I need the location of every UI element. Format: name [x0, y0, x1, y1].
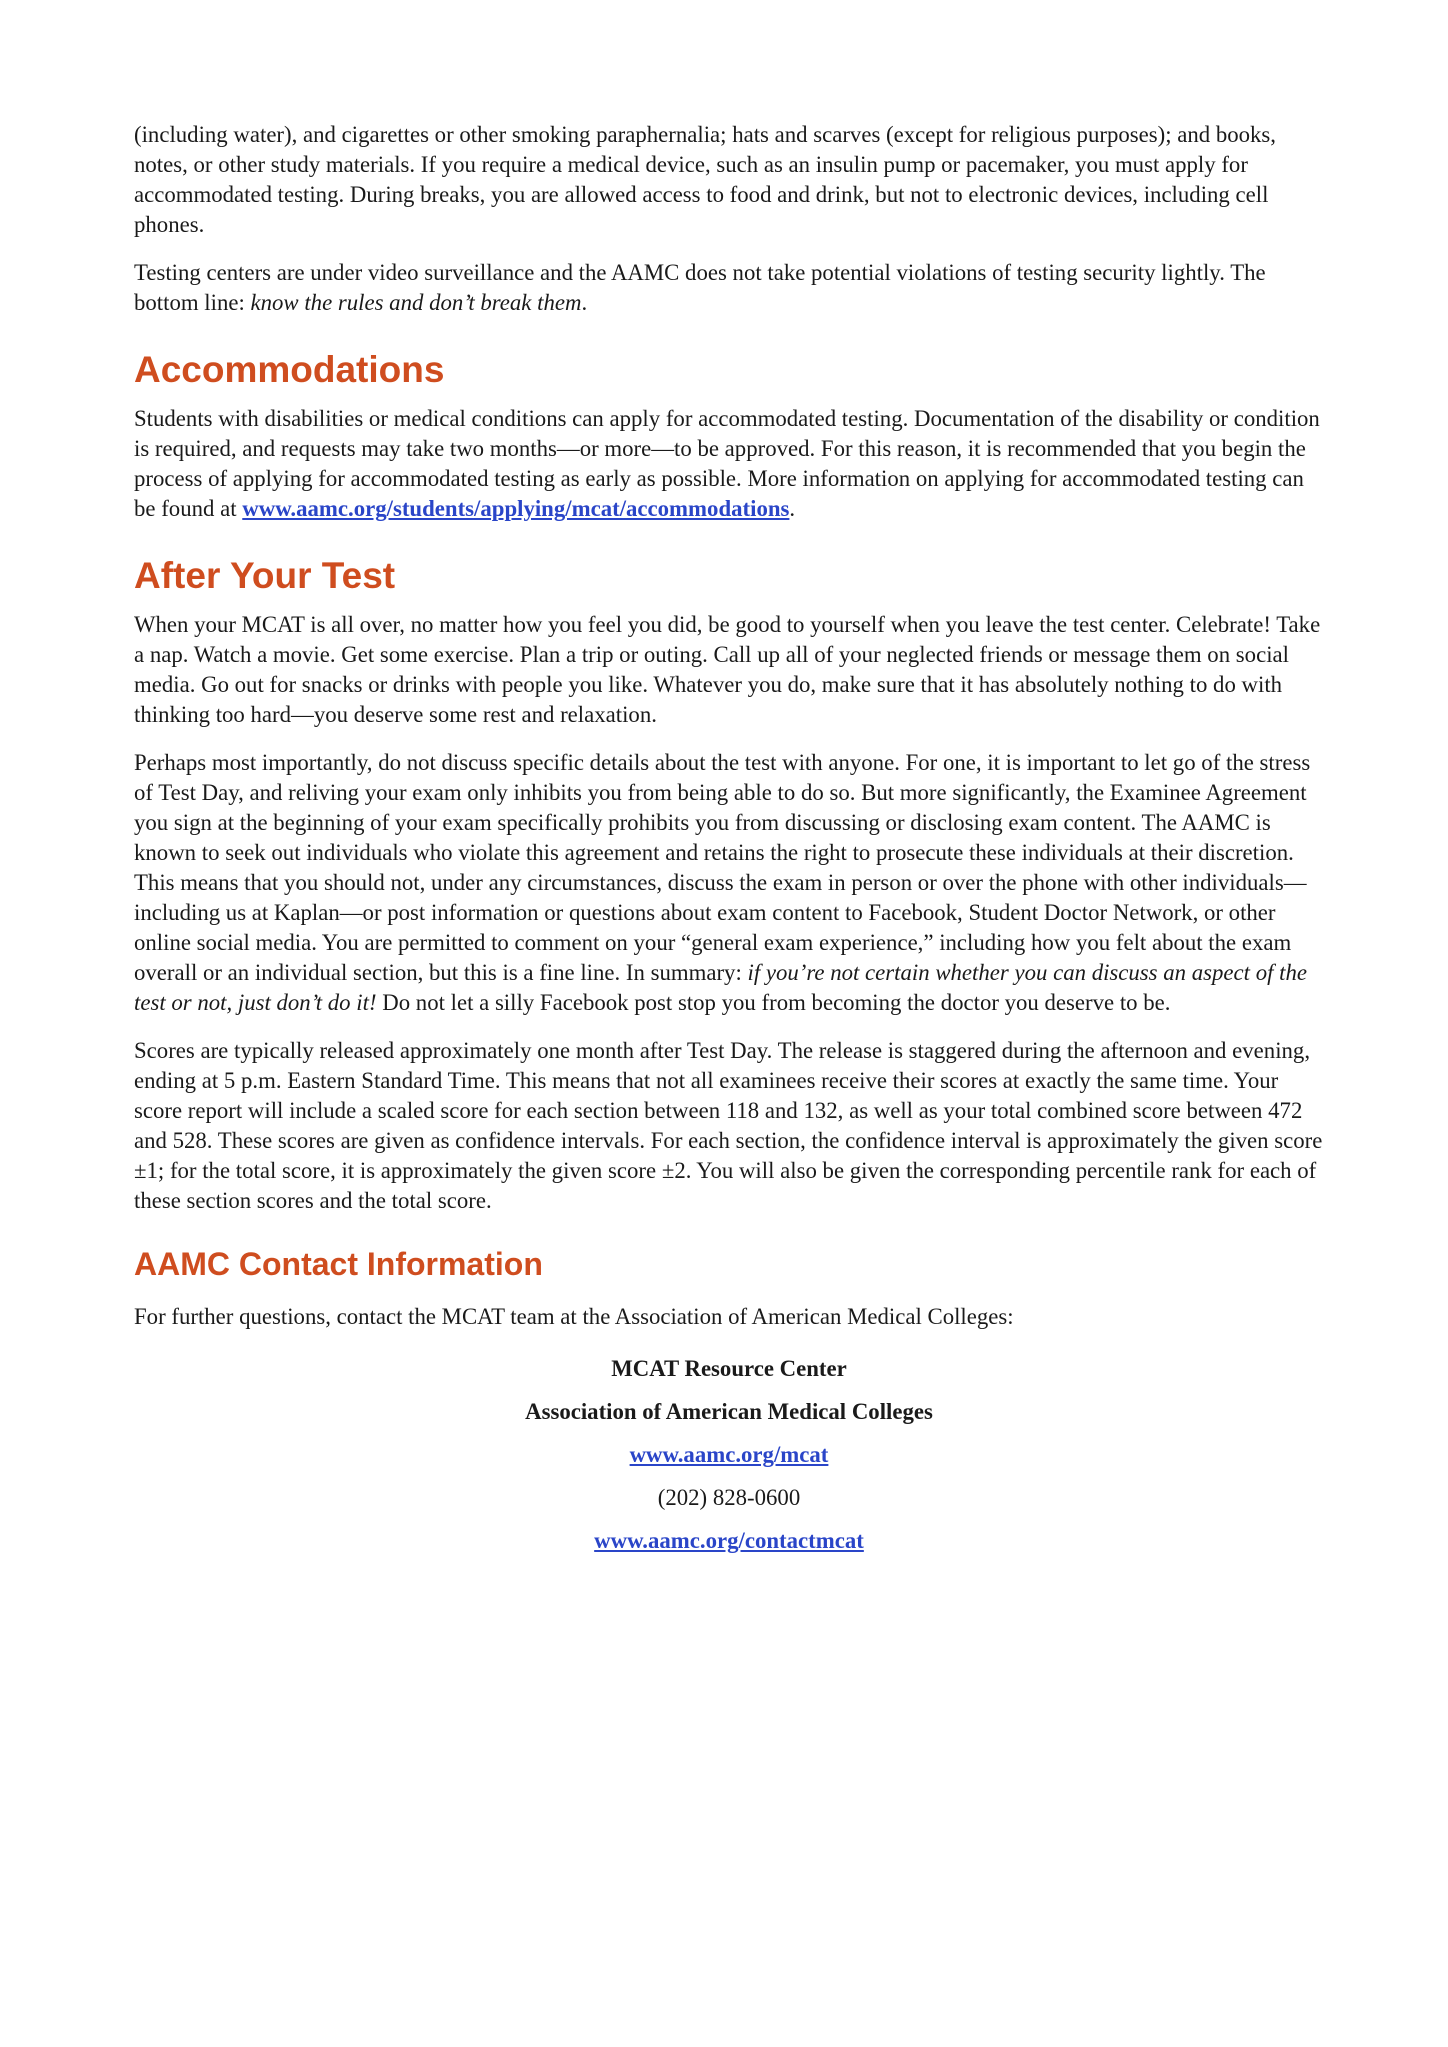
contact-heading: AAMC Contact Information	[134, 1246, 543, 1282]
after-paragraph-2-italic: if you’re not certain whether you can discuss an aspect of the test or not, just don’t do it!	[134, 960, 1307, 1015]
intro-paragraph-2	[134, 258, 1324, 318]
after-paragraph-2-end: Do not let a silly Facebook post stop you from becoming the doctor you deserve to be.	[376, 990, 1171, 1015]
contact-phone: (202) 828-0600	[657, 1485, 801, 1510]
intro-paragraph-2-end: .	[581, 290, 588, 315]
intro-paragraph-2-italic: know the rules and don’t break them	[250, 290, 582, 315]
accommodations-heading: Accommodations	[134, 349, 445, 390]
accommodations-link[interactable]: www.aamc.org/students/applying/mcat/accommodations	[242, 496, 790, 521]
after-paragraph-2-text: Perhaps most importantly, do not discuss specific details about the test with anyone. For one, it is important to let go of the stress of Test Day, and reliving your exam only inhibits you from being able to do so. But more significantly, the Examinee Agreement you sign at the beginning of your exam specifically prohibits you from discussing or disclosing exam content. The AAMC is known to seek out individuals who violate this agreement and retains the right to prosecute these individuals at their discretion. This means that you should not, under any circumstances, discuss the exam in person or over the phone with other individuals—including us at Kaplan—or post information or questions about exam content to Facebook, Student Doctor Network, or other online social media. You are permitted to comment on your “general exam experience,” including how you felt about the exam overall or an individual section, but this is a fine line. In summary:	[134, 750, 1311, 985]
contact-intro: For further questions, contact the MCAT team at the Association of American Medical Colleges:	[134, 1304, 1014, 1329]
contact-block	[134, 1354, 1324, 1556]
contact-link-mcat[interactable]: www.aamc.org/mcat	[629, 1442, 829, 1467]
contact-org-2: Association of American Medical Colleges	[525, 1399, 933, 1424]
after-your-test-heading: After Your Test	[134, 555, 396, 596]
after-paragraph-3: Scores are typically released approximately one month after Test Day. The release is staggered during the afternoon and evening, ending at 5 p.m. Eastern Standard Time. This means that not all examinees receive their scores at exactly the same time. Your score report will include a scaled score for each section between 118 and 132, as well as your total combined score between 472 and 528. These scores are given as confidence intervals. For each section, the confidence interval is approximately the given score ±1; for the total score, it is approximately the given score ±2. You will also be given the corresponding percentile rank for each of these section scores and the total score.	[134, 1038, 1323, 1213]
intro-paragraph-2-text: Testing centers are under video surveillance and the AAMC does not take potential violations of testing security lightly. The bottom line:	[134, 260, 1266, 315]
contact-link-contactmcat[interactable]: www.aamc.org/contactmcat	[594, 1528, 864, 1553]
accommodations-paragraph-end: .	[789, 496, 796, 521]
after-paragraph-1: When your MCAT is all over, no matter how you feel you did, be good to yourself when you leave the test center. Celebrate! Take a nap. Watch a movie. Get some exercise. Plan a trip or outing. Call up all of your neglected friends or message them on social media. Go out for snacks or drinks with people you like. Whatever you do, make sure that it has absolutely nothing to do with thinking too hard—you deserve some rest and relaxation.	[134, 612, 1321, 727]
document-page	[134, 120, 1324, 1569]
accommodations-paragraph-text: Students with disabilities or medical conditions can apply for accommodated testing. Documentation of the disability or condition is required, and requests may take two months—or more—to be approved. For this reason, it is recommended that you begin the process of applying for accommodated testing as early as possible. More information on applying for accommodated testing can be found at	[134, 406, 1320, 521]
contact-org-1: MCAT Resource Center	[611, 1356, 847, 1381]
intro-paragraph-1: (including water), and cigarettes or other smoking paraphernalia; hats and scarves (except for religious purposes); and books, notes, or other study materials. If you require a medical device, such as an insulin pump or pacemaker, you must apply for accommodated testing. During breaks, you are allowed access to food and drink, but not to electronic devices, including cell phones.	[134, 122, 1277, 237]
after-paragraph-2	[134, 748, 1324, 1018]
accommodations-paragraph	[134, 404, 1324, 524]
